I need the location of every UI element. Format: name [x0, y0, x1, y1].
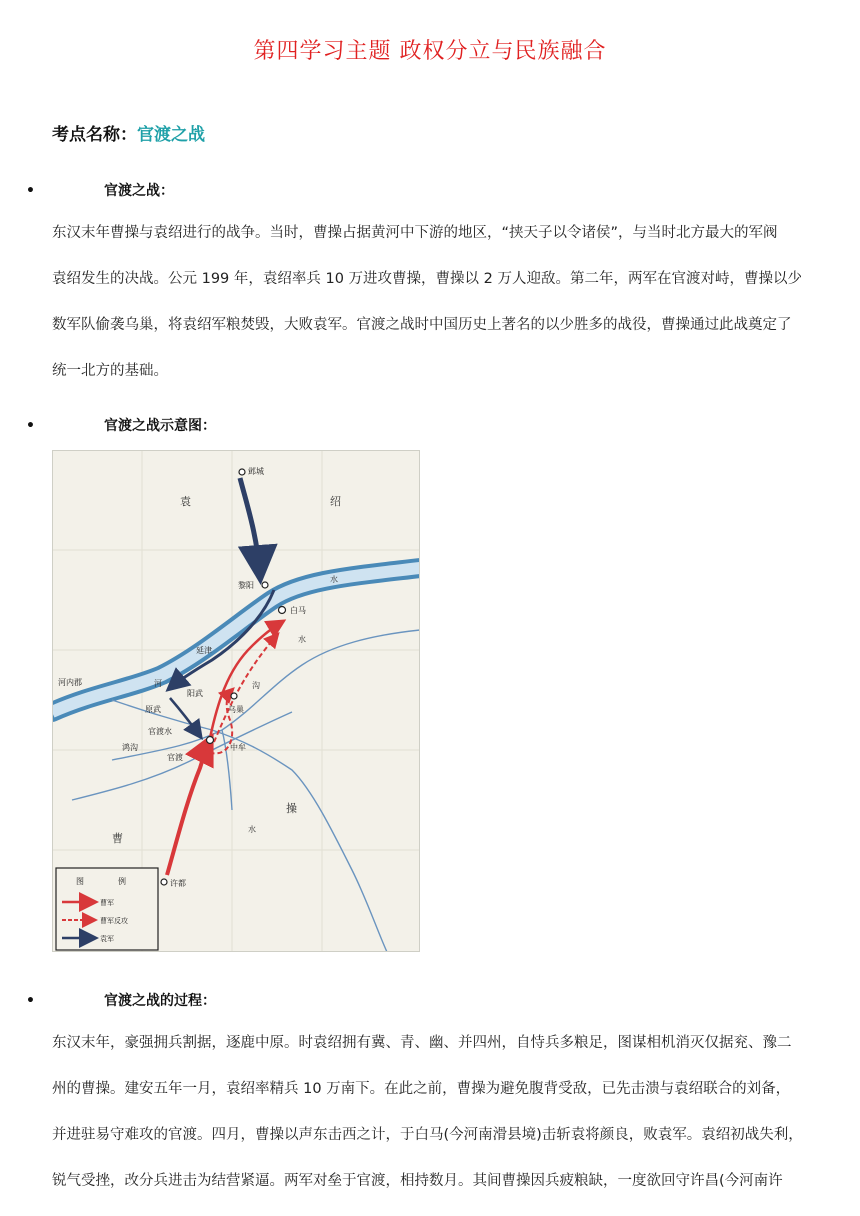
- bullet-icon: •: [26, 993, 35, 1009]
- map-label: 原武: [145, 705, 161, 714]
- paragraph-line: 统一北方的基础。: [52, 363, 168, 379]
- map-label: 官渡水: [148, 727, 172, 736]
- region-label: 绍: [330, 495, 341, 508]
- section-paragraph: [52, 1020, 824, 1204]
- topic-heading: [52, 120, 205, 145]
- svg-text:图: 图: [76, 877, 84, 886]
- topic-label: 考点名称：: [52, 125, 137, 145]
- map-label: 阳武: [187, 689, 203, 698]
- map-label: 鸿沟: [122, 743, 138, 752]
- region-label: 袁: [180, 495, 191, 508]
- paragraph-line: 锐气受挫，改分兵进击为结营紧逼。两军对垒于官渡，相持数月。其间曹操因兵疲粮缺，一度欲回守许昌(今河南许: [52, 1173, 783, 1189]
- map-label: 邺城: [248, 467, 264, 476]
- section-heading: • 官渡之战：: [26, 183, 174, 199]
- river-label: 河: [154, 679, 162, 688]
- battle-map: [52, 450, 420, 952]
- page-title: 第四学习主题 政权分立与民族融合: [253, 39, 607, 64]
- topic-name: 官渡之战: [137, 125, 205, 145]
- map-legend: [56, 868, 158, 950]
- river-label: 水: [248, 825, 256, 834]
- map-label: 乌巢: [228, 705, 244, 714]
- section-heading: • 官渡之战的过程：: [26, 993, 216, 1009]
- section-heading: • 官渡之战示意图：: [26, 418, 216, 434]
- paragraph-line: 并进驻易守难攻的官渡。四月，曹操以声东击西之计，于白马(今河南滑县境)击斩袁将颜良，败袁军。袁绍初战失利，: [52, 1127, 803, 1143]
- paragraph-line: 东汉末年，豪强拥兵割据，逐鹿中原。时袁绍拥有冀、青、幽、并四州，自恃兵多粮足，图谋相机消灭仅据兖、豫二: [52, 1035, 792, 1051]
- section-paragraph: [52, 210, 824, 394]
- svg-text:例: 例: [118, 877, 126, 886]
- paragraph-line: 州的曹操。建安五年一月，袁绍率精兵 10 万南下。在此之前，曹操为避免腹背受敌，已先击溃与袁绍联合的刘备，: [52, 1081, 791, 1097]
- paragraph-line: 袁绍发生的决战。公元 199 年，袁绍率兵 10 万进攻曹操，曹操以 2 万人迎敌。第二年，两军在官渡对峙，曹操以少: [52, 271, 803, 287]
- map-label: 白马: [290, 606, 306, 615]
- river-label: 水: [298, 635, 306, 644]
- paragraph-line: 东汉末年曹操与袁绍进行的战争。当时，曹操占据黄河中下游的地区，“挟天子以令诸侯”，与当时北方最大的军阀: [52, 225, 778, 241]
- river-label: 水: [330, 575, 338, 584]
- region-label: 操: [286, 802, 297, 815]
- region-label: 曹: [112, 832, 123, 845]
- legend-item: 曹军反攻: [100, 917, 128, 925]
- paragraph-line: 数军队偷袭乌巢，将袁绍军粮焚毁，大败袁军。官渡之战时中国历史上著名的以少胜多的战役，曹操通过此战奠定了: [52, 317, 792, 333]
- legend-item: 袁军: [100, 935, 114, 943]
- battle-map-svg: [52, 450, 420, 952]
- bullet-icon: •: [26, 183, 35, 199]
- map-label: 许都: [170, 879, 186, 888]
- map-label: 黎阳: [238, 581, 254, 590]
- map-label: 河内郡: [58, 678, 82, 687]
- river-label: 沟: [252, 681, 260, 690]
- map-label: 延津: [196, 646, 212, 655]
- legend-item: 曹军: [100, 899, 114, 907]
- map-label: 官渡: [167, 753, 183, 762]
- map-label: 中牟: [230, 743, 246, 752]
- bullet-icon: •: [26, 418, 35, 434]
